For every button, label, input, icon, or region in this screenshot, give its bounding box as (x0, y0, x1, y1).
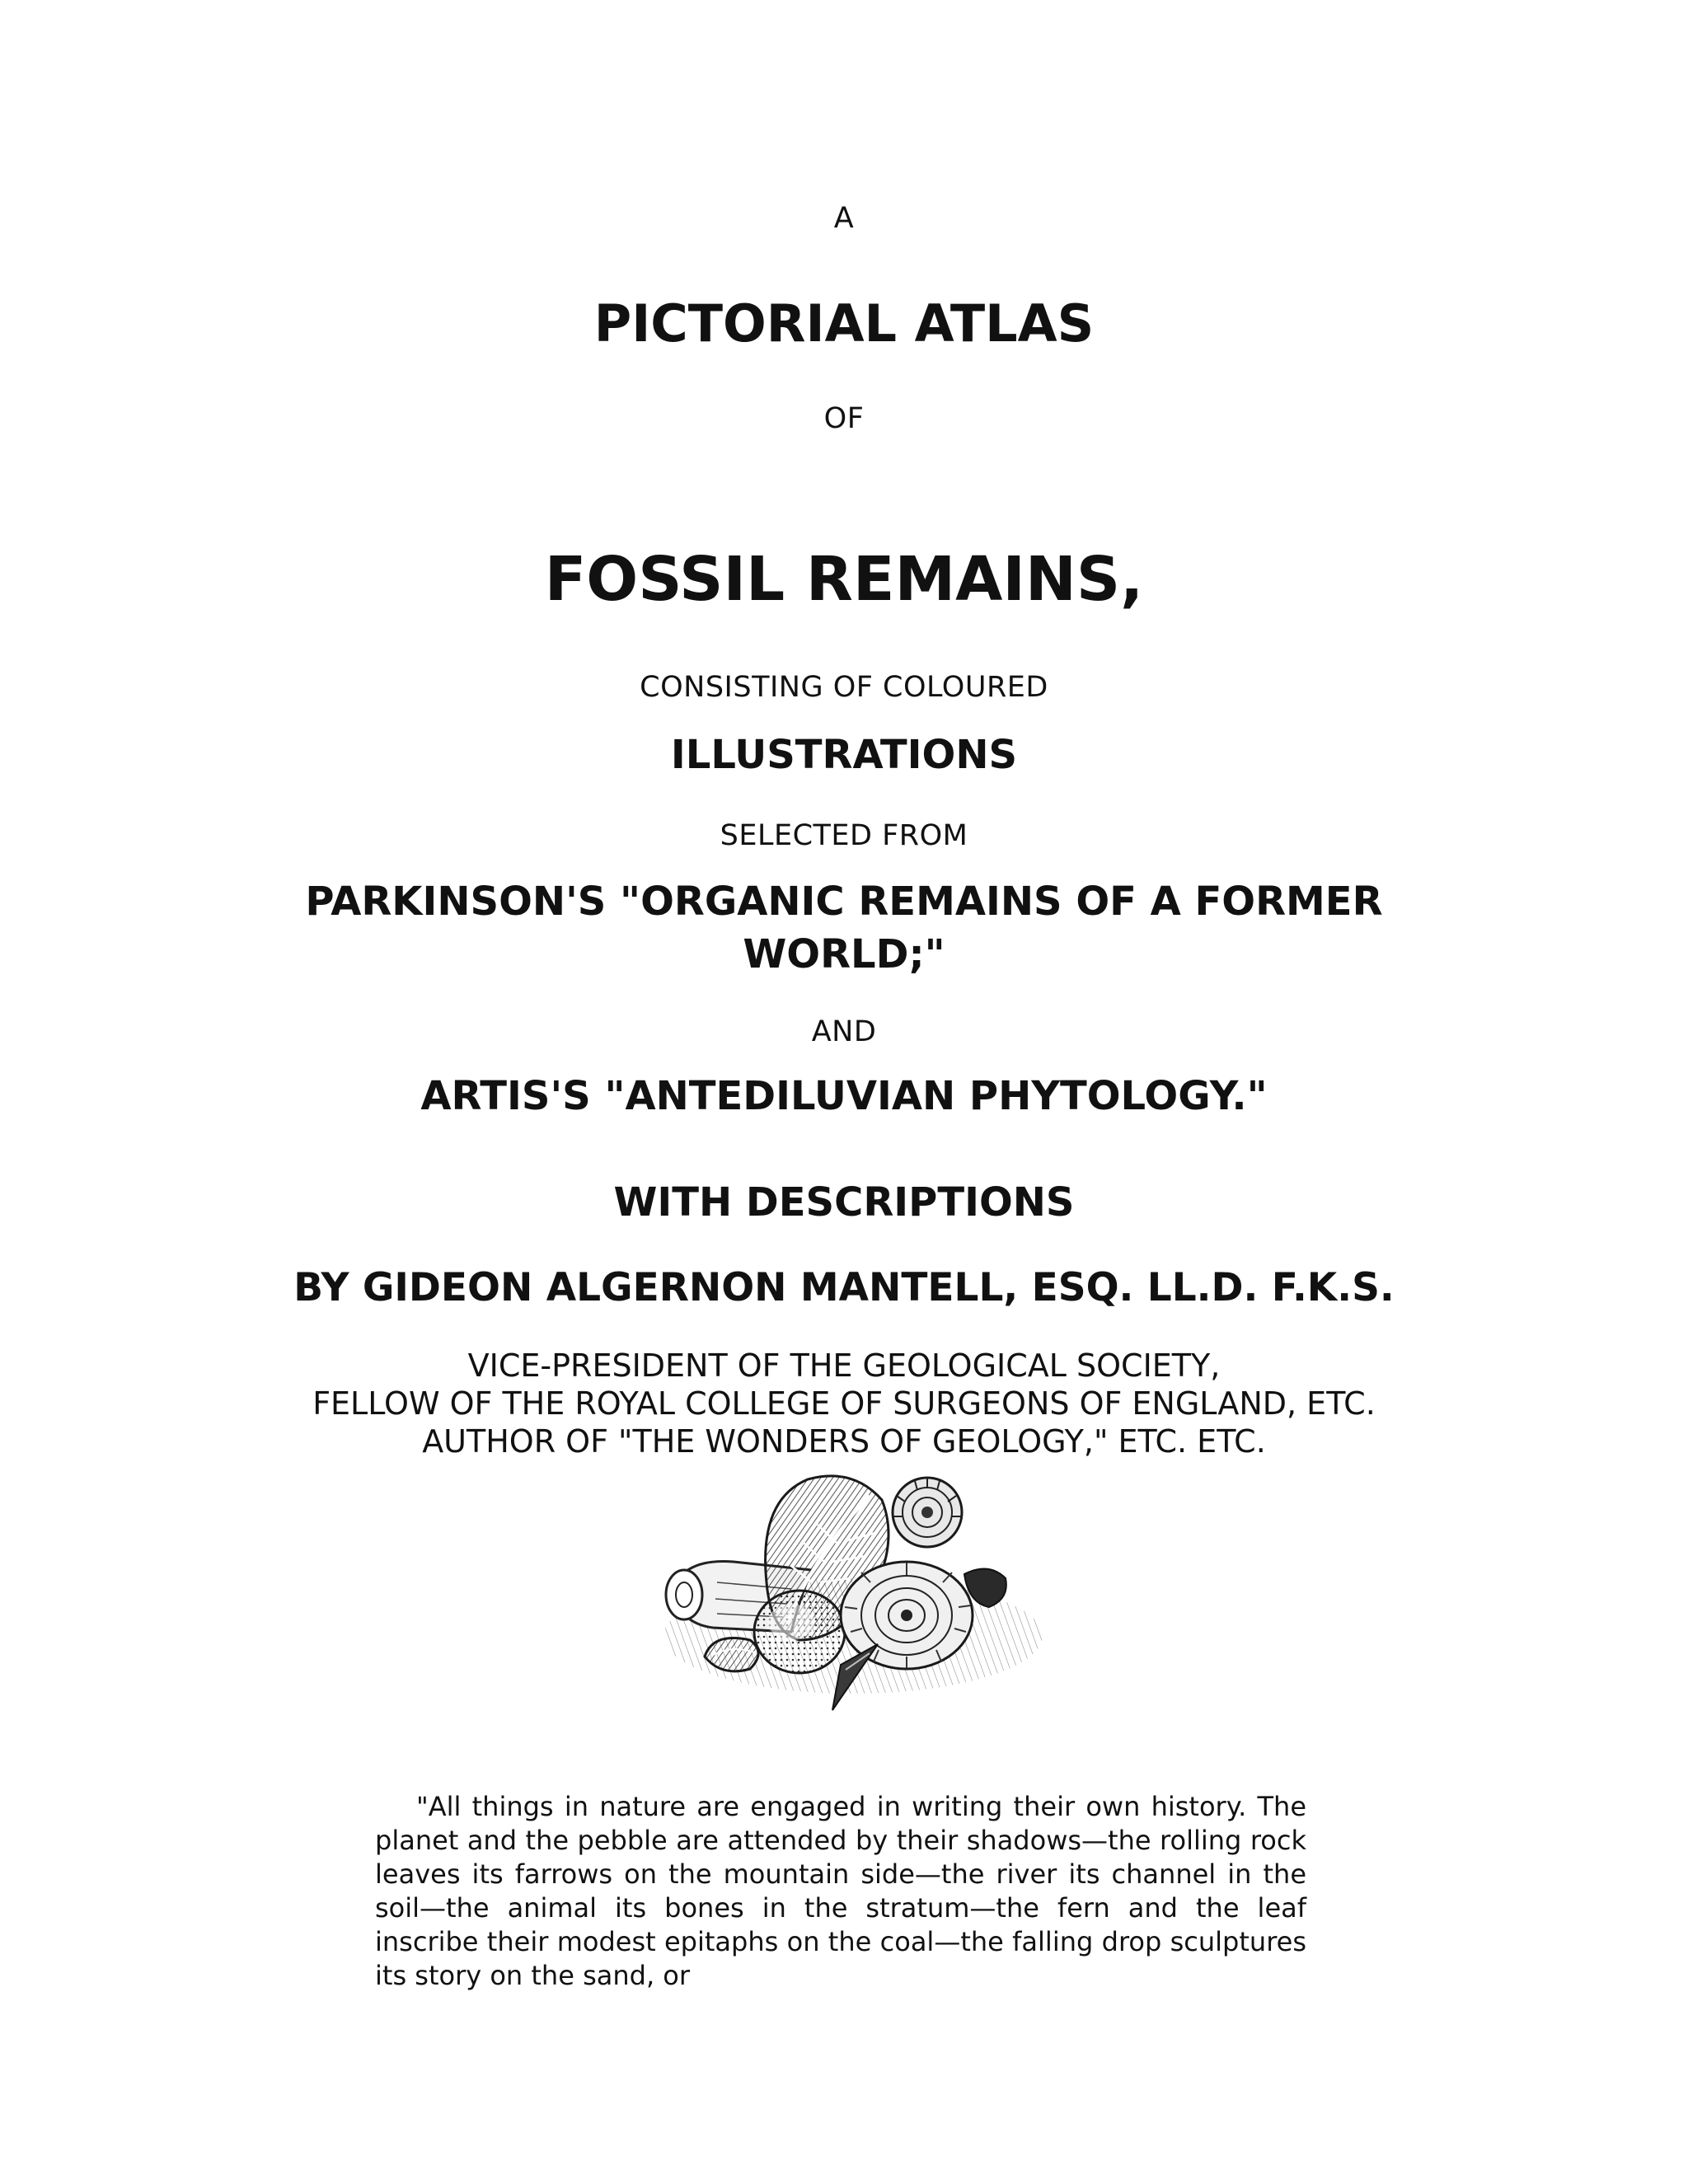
and-line: AND (811, 1015, 877, 1048)
credential-line-3: AUTHOR OF "THE WONDERS OF GEOLOGY," ETC. ETC. (422, 1423, 1266, 1460)
author-line: BY GIDEON ALGERNON MANTELL, ESQ. LL.D. F.K.S. (293, 1265, 1395, 1310)
illustrations-heading: ILLUSTRATIONS (670, 732, 1018, 778)
credential-line-1: VICE-PRESIDENT OF THE GEOLOGICAL SOCIETY, (467, 1347, 1221, 1384)
credential-line-2: FELLOW OF THE ROYAL COLLEGE OF SURGEONS OF ENGLAND, ETC. (312, 1385, 1376, 1422)
title-of: OF (823, 402, 865, 435)
main-title-1: PICTORIAL ATLAS (593, 293, 1095, 354)
echinoid-fossil-icon (754, 1591, 845, 1673)
selected-from-line: SELECTED FROM (720, 819, 968, 852)
small-ammonite-icon (893, 1478, 962, 1547)
main-title-2: FOSSIL REMAINS, (544, 544, 1144, 615)
source-1-line-1: PARKINSON'S "ORGANIC REMAINS OF A FORMER (305, 879, 1383, 925)
consisting-line: CONSISTING OF COLOURED (640, 671, 1048, 704)
fossils-vignette-illustration (635, 1467, 1047, 1714)
epigraph-quote: "All things in nature are engaged in writing their own history. The planet and the pebble are attended by their shadows—the rolling rock leaves its farrows on the mountain side—the river its channel in the soil—the animal its bones in the stratum—the fern and the leaf inscribe their modest epitaphs on the coal—the falling drop sculptures its story on the sand, or (375, 1791, 1306, 1991)
title-article: A (833, 202, 855, 235)
with-descriptions: WITH DESCRIPTIONS (613, 1179, 1075, 1226)
source-1-line-2: WORLD;" (743, 931, 945, 977)
spiral-shell-icon (841, 1562, 973, 1669)
source-2: ARTIS'S "ANTEDILUVIAN PHYTOLOGY." (420, 1073, 1268, 1119)
